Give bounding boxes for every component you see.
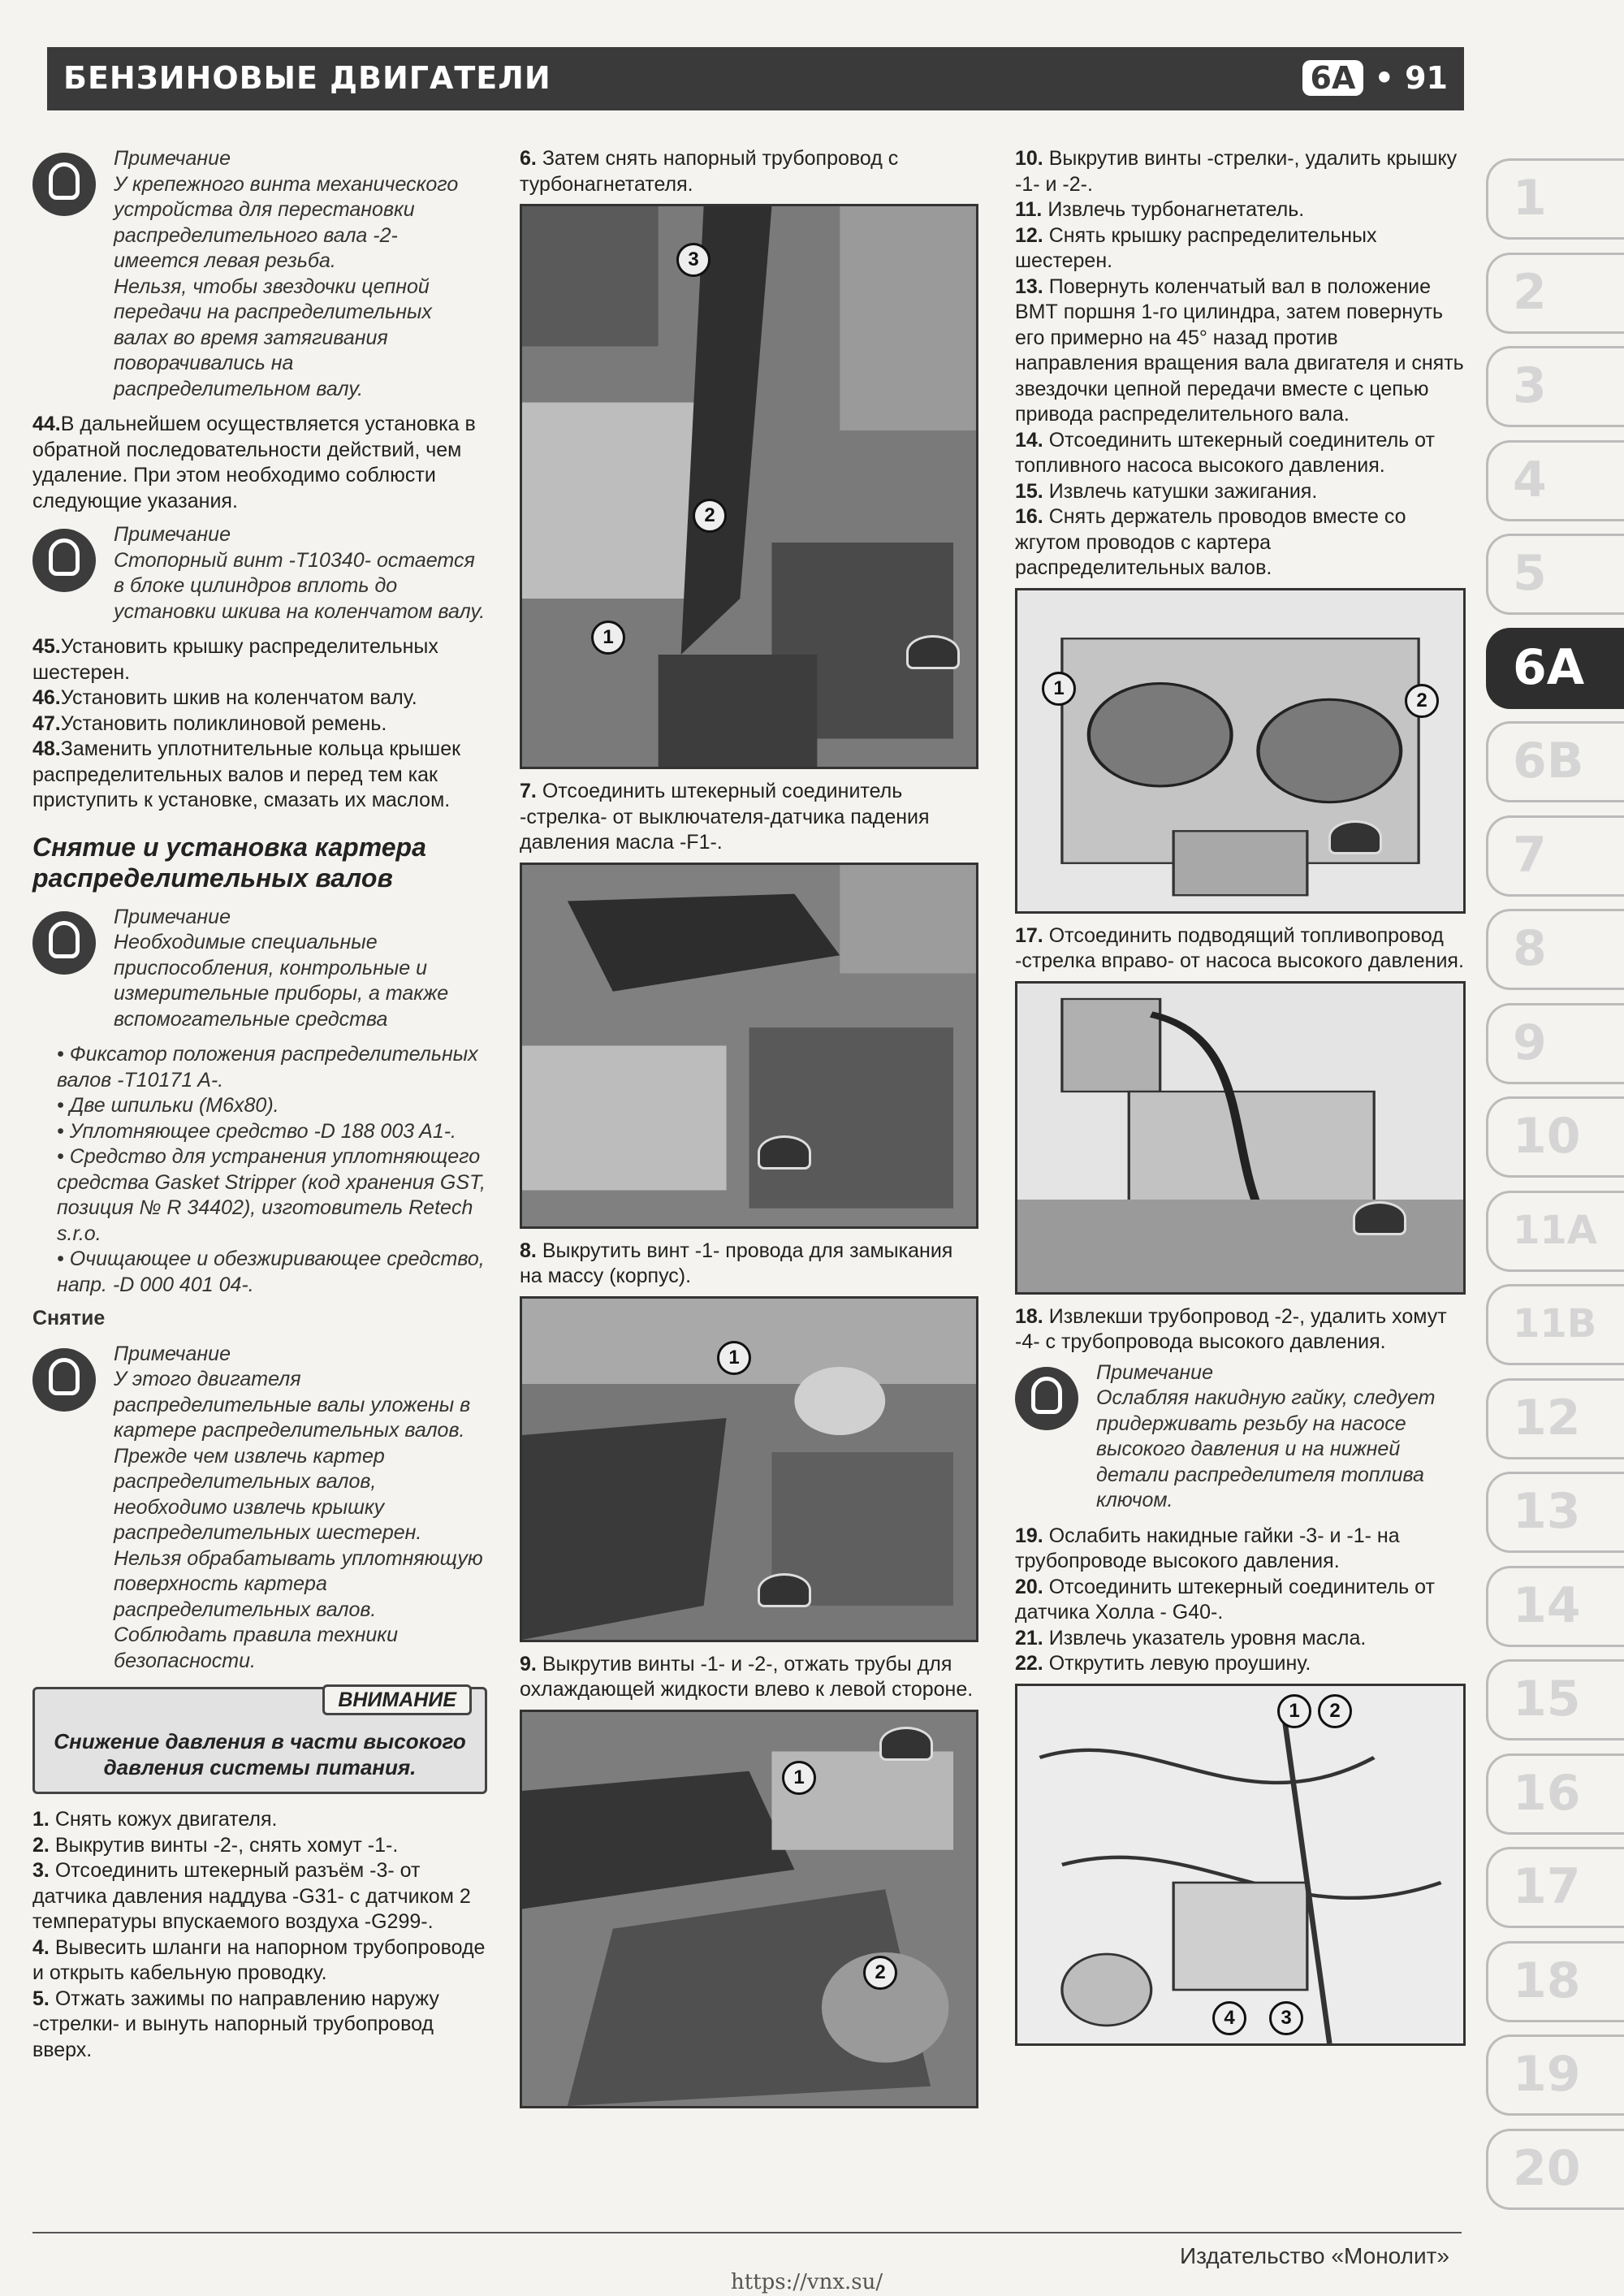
- photo-pressure-pipe: [520, 204, 978, 769]
- step-number: 13.: [1015, 275, 1043, 298]
- step-number: 16.: [1015, 505, 1043, 528]
- step-text: Отсоединить штекерный соединитель -стрелка- от выключателя-датчика падения давления масла -F1-.: [520, 780, 930, 854]
- lightbulb-icon: [32, 911, 96, 975]
- step-text: Установить крышку распределительных шестерен.: [32, 635, 438, 684]
- section-tab-17[interactable]: 17: [1486, 1847, 1624, 1928]
- step-number: 2.: [32, 1833, 50, 1857]
- section-tab-1[interactable]: 1: [1486, 158, 1624, 240]
- note-text: Необходимые специальные приспособления, контрольные и измерительные приборы, а также вспомогательные средства: [114, 931, 449, 1031]
- step-number: 45.: [32, 635, 61, 658]
- step-47: [32, 711, 487, 737]
- callout-3: 3: [1269, 2001, 1303, 2035]
- step-17: [1015, 923, 1466, 975]
- section-tab-2[interactable]: 2: [1486, 253, 1624, 334]
- step-text: Отжать зажимы по направлению наружу -стрелки- и вынуть напорный трубопровод вверх.: [32, 1987, 439, 2061]
- engine-drawing: [1017, 984, 1463, 1292]
- callout-1: 1: [1277, 1694, 1311, 1728]
- publisher-logo: [879, 1727, 933, 1761]
- step-15: [1015, 479, 1466, 505]
- step-text: Установить поликлиновой ремень.: [60, 711, 387, 735]
- lightbulb-icon: [32, 1348, 96, 1412]
- section-tab-5[interactable]: 5: [1486, 534, 1624, 615]
- step-8: [520, 1239, 978, 1290]
- callout-1: 1: [717, 1341, 751, 1375]
- callout-1: 1: [591, 620, 625, 655]
- step-number: 15.: [1015, 479, 1043, 503]
- step-number: 6.: [520, 147, 537, 170]
- step-text: Извлекши трубопровод -2-, удалить хомут -4- с трубопровода высокого давления.: [1015, 1304, 1447, 1353]
- lightbulb-icon: [32, 153, 96, 216]
- column-3: [1015, 146, 1466, 2056]
- tool-item: • Фиксатор положения распределительных валов -T10171 A-.: [57, 1043, 478, 1092]
- step-18: [1015, 1304, 1466, 1356]
- section-tab-13[interactable]: 13: [1486, 1472, 1624, 1553]
- note-text: Нельзя, чтобы звездочки цепной передачи на распределительных валах во время затягивания поворачивались на распределительном валу.: [114, 275, 432, 400]
- step-text: Снять держатель проводов вместе со жгутом проводов с картера распределительных валов.: [1015, 505, 1406, 579]
- section-tab-14[interactable]: 14: [1486, 1566, 1624, 1647]
- step-text: Выкрутив винты -стрелки-, удалить крышку -1- и -2-.: [1015, 147, 1458, 196]
- photo-ground-wire: [520, 1296, 978, 1642]
- callout-2: 2: [1318, 1694, 1352, 1728]
- subheading-removal: Снятие: [32, 1307, 106, 1330]
- step-text: Отсоединить штекерный соединитель от топливного насоса высокого давления.: [1015, 428, 1435, 477]
- warning-label: ВНИМАНИЕ: [322, 1684, 472, 1715]
- step-number: 5.: [32, 1987, 50, 2010]
- section-tab-9[interactable]: 9: [1486, 1003, 1624, 1084]
- section-tab-20[interactable]: 20: [1486, 2129, 1624, 2210]
- drawing-high-pressure-line: [1015, 1684, 1466, 2046]
- step-number: 4.: [32, 1935, 50, 1959]
- step-text: Открутить левую проушину.: [1048, 1652, 1311, 1675]
- engine-drawing: [1017, 590, 1463, 911]
- section-heading: Снятие и установка картера распределительных валов: [32, 832, 426, 893]
- step-text: Ослабить накидные гайки -3- и -1- на трубопроводе высокого давления.: [1015, 1524, 1400, 1572]
- step-text: Выкрутив винты -2-, снять хомут -1-.: [54, 1833, 399, 1857]
- step-number: 18.: [1015, 1304, 1043, 1328]
- drawing-fuel-pump: [1015, 981, 1466, 1295]
- note-text: Ослабляя накидную гайку, следует придерживать резьбу на насосе высокого давления и на нижней детали распределителя топлива ключом.: [1096, 1386, 1436, 1511]
- note-label: Примечание: [1096, 1360, 1213, 1384]
- step-5: [32, 1987, 487, 2064]
- note-2: [32, 522, 487, 625]
- tool-item: • Очищающее и обезжиривающее средство, напр. -D 000 401 04-.: [57, 1247, 485, 1296]
- step-3: [32, 1858, 487, 1935]
- callout-2: 2: [1405, 684, 1439, 718]
- engine-photo: [522, 1712, 976, 2106]
- step-number: 8.: [520, 1239, 537, 1262]
- step-1: [32, 1807, 487, 1833]
- callout-2: 2: [693, 499, 727, 533]
- step-text: Выкрутить винт -1- провода для замыкания на массу (корпус).: [520, 1239, 953, 1287]
- section-tab-3[interactable]: 3: [1486, 346, 1624, 427]
- step-22: [1015, 1651, 1466, 1677]
- step-text: Снять кожух двигателя.: [54, 1808, 278, 1831]
- step-number: 19.: [1015, 1524, 1043, 1547]
- header-title: БЕНЗИНОВЫЕ ДВИГАТЕЛИ: [63, 60, 551, 96]
- step-number: 21.: [1015, 1626, 1043, 1650]
- step-text: Извлечь указатель уровня масла.: [1048, 1626, 1367, 1650]
- note-text: Нельзя обрабатывать уплотняющую поверхность картера распределительных валов.: [114, 1546, 483, 1621]
- header-page-number: [1302, 60, 1449, 96]
- publisher-name: Издательство «Монолит»: [1179, 2243, 1449, 2268]
- lightbulb-icon: [32, 529, 96, 592]
- section-tab-11a[interactable]: 11A: [1486, 1191, 1624, 1272]
- callout-2: 2: [863, 1956, 897, 1990]
- section-tab-12[interactable]: 12: [1486, 1378, 1624, 1459]
- note-1: [32, 146, 487, 402]
- drawing-camshaft-covers: [1015, 588, 1466, 914]
- section-tab-6a[interactable]: 6A: [1486, 628, 1624, 709]
- note-text: У крепежного винта механического устройства для перестановки распределительного вала -2- имеется левая резьба.: [114, 172, 459, 272]
- step-text: Отсоединить штекерный соединитель от датчика Холла - G40-.: [1015, 1575, 1435, 1624]
- publisher-logo: [906, 635, 960, 669]
- note-label: Примечание: [114, 905, 231, 928]
- page-header: [47, 47, 1464, 110]
- publisher-logo: [758, 1135, 811, 1170]
- step-48: [32, 737, 487, 814]
- section-tab-8[interactable]: 8: [1486, 909, 1624, 990]
- warning-box: [32, 1687, 487, 1794]
- footer-divider: [32, 2232, 1462, 2233]
- step-10: [1015, 146, 1466, 197]
- lightbulb-icon: [1015, 1367, 1078, 1430]
- step-number: 3.: [32, 1859, 50, 1882]
- callout-1: 1: [1042, 672, 1076, 706]
- step-4: [32, 1935, 487, 1987]
- step-number: 17.: [1015, 923, 1043, 947]
- step-6: [520, 146, 978, 197]
- step-number: 7.: [520, 780, 537, 802]
- step-text: Отсоединить штекерный разъём -3- от датчика давления наддува -G31- с датчиком 2 температуры впускаемого воздуха -G299-.: [32, 1859, 471, 1933]
- step-44: [32, 412, 487, 514]
- step-number: 10.: [1015, 147, 1043, 170]
- note-label: Примечание: [114, 1342, 231, 1365]
- step-text: Отсоединить подводящий топливопровод -стрелка вправо- от насоса высокого давления.: [1015, 923, 1464, 972]
- section-tab-11b[interactable]: 11B: [1486, 1284, 1624, 1365]
- step-12: [1015, 223, 1466, 275]
- section-tab-16[interactable]: 16: [1486, 1753, 1624, 1835]
- step-number: 14.: [1015, 428, 1043, 452]
- note-3: [32, 905, 487, 1033]
- step-13: [1015, 275, 1466, 428]
- section-tab-18[interactable]: 18: [1486, 1941, 1624, 2022]
- callout-1: 1: [782, 1761, 816, 1795]
- step-9: [520, 1652, 978, 1703]
- note-label: Примечание: [114, 147, 231, 170]
- column-2: [520, 146, 978, 2118]
- step-text: Затем снять напорный трубопровод с турбонагнетателя.: [520, 147, 899, 196]
- engine-photo: [522, 206, 976, 767]
- step-19: [1015, 1524, 1466, 1575]
- publisher-logo: [1353, 1201, 1406, 1235]
- page-number: • 91: [1374, 60, 1448, 96]
- tool-item: • Две шпильки (M6x80).: [57, 1094, 279, 1117]
- step-number: 47.: [32, 711, 61, 735]
- photo-oil-pressure-switch: [520, 863, 978, 1229]
- step-text: Извлечь турбонагнетатель.: [1047, 198, 1305, 221]
- step-7: [520, 779, 978, 856]
- step-number: 48.: [32, 737, 61, 760]
- step-text: Установить шкив на коленчатом валу.: [60, 686, 417, 709]
- step-number: 9.: [520, 1652, 537, 1676]
- section-tab-19[interactable]: 19: [1486, 2034, 1624, 2116]
- step-text: Снять крышку распределительных шестерен.: [1015, 223, 1377, 272]
- note-4: [32, 1342, 487, 1675]
- section-tab-4[interactable]: 4: [1486, 440, 1624, 521]
- step-11: [1015, 197, 1466, 223]
- step-text: Вывесить шланги на напорном трубопроводе и открыть кабельную проводку.: [32, 1935, 486, 1984]
- tool-item: • Уплотняющее средство -D 188 003 A1-.: [57, 1119, 457, 1143]
- step-number: 1.: [32, 1808, 50, 1831]
- step-number: 12.: [1015, 223, 1043, 247]
- section-tab-6b[interactable]: 6B: [1486, 721, 1624, 802]
- step-number: 22.: [1015, 1652, 1043, 1675]
- section-tab-10[interactable]: 10: [1486, 1096, 1624, 1178]
- step-text: Заменить уплотнительные кольца крышек распределительных валов и перед тем как приступить к установке, смазать их маслом.: [32, 737, 461, 811]
- section-tab-15[interactable]: 15: [1486, 1659, 1624, 1740]
- step-46: [32, 685, 487, 711]
- step-45: [32, 634, 487, 685]
- step-number: 11.: [1015, 198, 1043, 221]
- step-number: 20.: [1015, 1575, 1043, 1598]
- step-2: [32, 1833, 487, 1859]
- step-21: [1015, 1626, 1466, 1652]
- step-14: [1015, 428, 1466, 479]
- callout-3: 3: [676, 243, 710, 277]
- section-tab-7[interactable]: 7: [1486, 815, 1624, 897]
- note-text: Соблюдать правила техники безопасности.: [114, 1624, 398, 1672]
- step-20: [1015, 1575, 1466, 1626]
- step-number: 46.: [32, 686, 61, 709]
- publisher-logo: [1328, 820, 1382, 854]
- step-text: Повернуть коленчатый вал в положение ВМТ поршня 1-го цилиндра, затем повернуть его примерно на 45° назад против направления вращения вала двигателя и снять звездочки цепной передачи вместе с цепью привода распределительного вала.: [1015, 275, 1464, 426]
- note-5: [1015, 1360, 1466, 1514]
- warning-text: Снижение давления в части высокого давления системы питания.: [54, 1729, 466, 1779]
- step-16: [1015, 504, 1466, 582]
- step-text: В дальнейшем осуществляется установка в обратной последовательности действий, чем удаление. При этом необходимо соблюсти следующие указания.: [32, 413, 476, 512]
- publisher-logo: [758, 1573, 811, 1607]
- step-text: Выкрутив винты -1- и -2-, отжать трубы для охлаждающей жидкости влево к левой стороне.: [520, 1652, 974, 1701]
- note-text: У этого двигателя распределительные валы уложены в картере распределительных валов. Прежде чем извлечь картер распределительных валов, необходимо извлечь крышку распределительных шестерен.: [114, 1368, 471, 1544]
- step-text: Извлечь катушки зажигания.: [1048, 479, 1318, 503]
- column-1: [32, 146, 487, 2063]
- tool-item: • Средство для устранения уплотняющего средства Gasket Stripper (код хранения GST, позиция № R 34402), изготовитель Retech s.r.o.: [57, 1145, 486, 1245]
- note-text: Стопорный винт -T10340- остается в блоке цилиндров вплоть до установки шкива на коленчатом валу.: [114, 548, 486, 623]
- note-label: Примечание: [114, 523, 231, 546]
- photo-coolant-pipes: [520, 1710, 978, 2108]
- engine-photo: [522, 865, 976, 1226]
- section-badge: 6A: [1302, 60, 1364, 96]
- step-number: 44.: [32, 413, 61, 435]
- footer-url[interactable]: https://vnx.su/: [731, 2270, 883, 2294]
- callout-4: 4: [1212, 2001, 1246, 2035]
- engine-drawing: [1017, 1686, 1463, 2043]
